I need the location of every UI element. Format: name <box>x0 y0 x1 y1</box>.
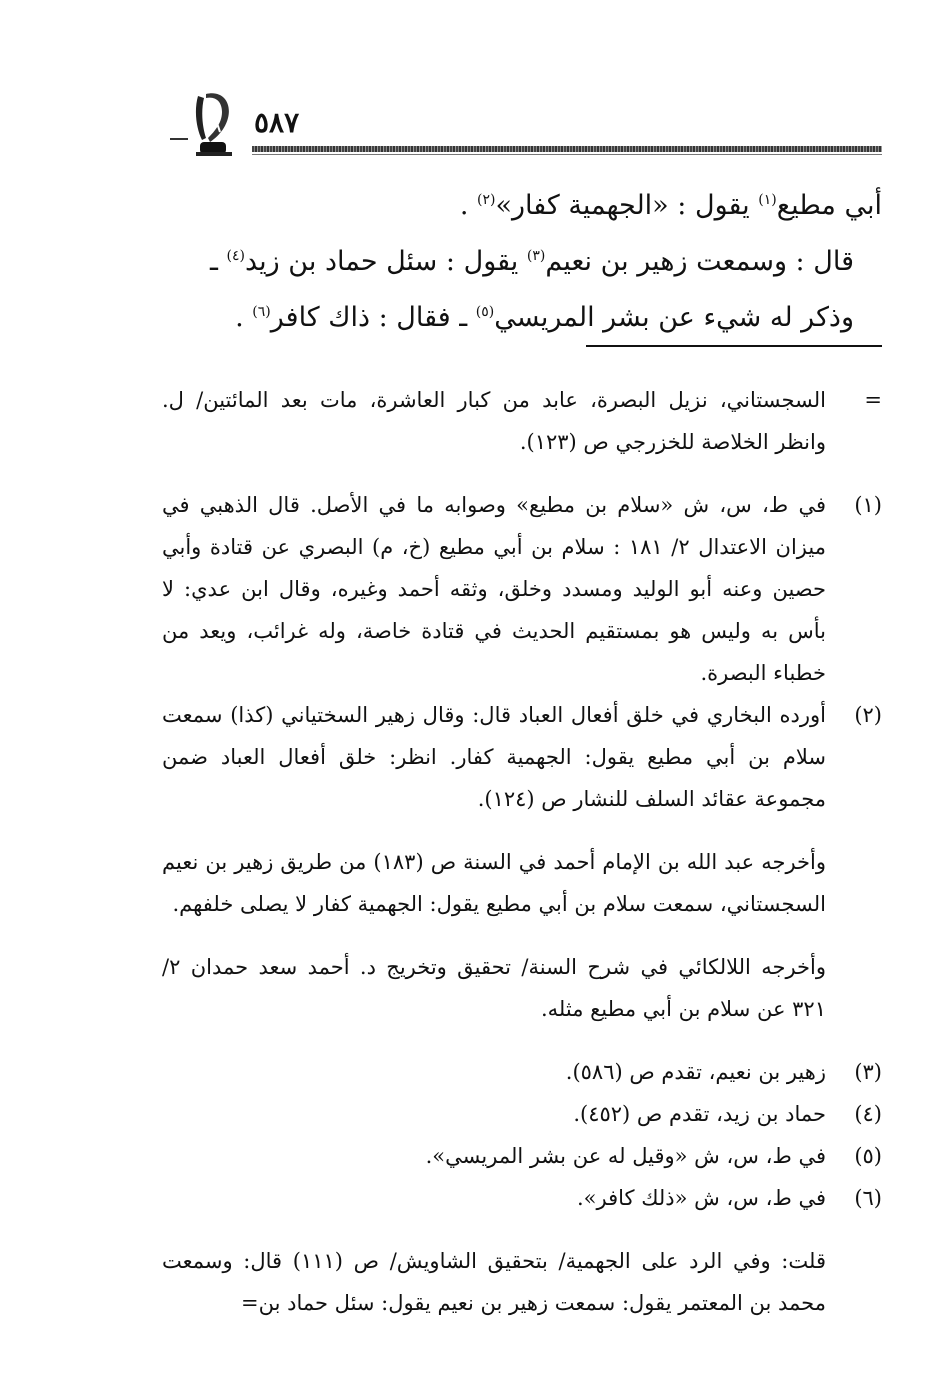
footnote-2-paragraph-2 <box>162 841 882 925</box>
footnote-number: (٤) <box>854 1102 882 1126</box>
main-text-segment: ـ فقال : ذاك كافر <box>270 302 476 333</box>
footnote-continuation <box>162 379 882 463</box>
main-text-segment: يقول : «الجهمية كفار» <box>495 190 759 221</box>
footnote-text: زهير بن نعيم، تقدم ص (٥٨٦). <box>565 1060 826 1084</box>
footnotes <box>162 358 882 1345</box>
footnote-ref: (٤) <box>226 248 245 264</box>
header-rule-left <box>170 138 188 140</box>
footnote-text: في ط، س، ش «وقيل له عن بشر المريسي». <box>425 1144 826 1168</box>
footnote-4 <box>162 1093 882 1135</box>
footnote-6 <box>162 1177 882 1219</box>
footnote-ref: (٥) <box>475 304 495 320</box>
footnote-2 <box>162 694 882 820</box>
closing-text <box>162 1240 826 1324</box>
main-paragraph-1 <box>162 178 882 234</box>
header-rule <box>252 146 882 152</box>
footnote-text: في ط، س، ش «ذلك كافر». <box>576 1186 826 1210</box>
footnote-text: أورده البخاري في خلق أفعال العباد قال: وقال زهير السختياني (كذا) سمعت سلام بن أبي مطيع يقول: الجهمية كفار. انظر: خلق أفعال العباد ضمن مجموعة عقائد السلف للنشار ص (١٢٤). <box>162 703 826 811</box>
footnote-separator <box>586 345 882 347</box>
footnote-3 <box>162 1051 882 1093</box>
header-rule-thin <box>252 154 882 155</box>
footnote-number: (٢) <box>854 703 882 727</box>
quill-inkwell-icon <box>192 88 236 158</box>
footnote-text: حماد بن زيد، تقدم ص (٤٥٢). <box>573 1102 826 1126</box>
footnote-number: (٥) <box>854 1144 882 1168</box>
main-text-segment: أبي مطيع <box>776 190 882 221</box>
continuation-marker: = <box>864 388 882 412</box>
main-paragraph-2 <box>162 234 882 346</box>
footnote-5 <box>162 1135 882 1177</box>
footnote-ref: (٢) <box>477 192 496 208</box>
main-text-segment: قال : وسمعت زهير بن نعيم <box>545 246 854 277</box>
main-text-segment: . <box>235 302 253 333</box>
main-text <box>162 178 882 346</box>
footnote-number: (٦) <box>854 1186 882 1210</box>
main-text-segment: . <box>459 190 477 221</box>
footnote-ref: (١) <box>758 192 777 208</box>
continuation-text: السجستاني، نزيل البصرة، عابد من كبار العاشرة، مات بعد المائتين/ ل. وانظر الخلاصة للخزرجي ص (١٢٣). <box>162 388 826 454</box>
main-text-segment: يقول : سئل حماد بن زيد <box>245 246 527 277</box>
footnote-2-paragraph-3 <box>162 946 882 1030</box>
closing-text-body: قلت: وفي الرد على الجهمية/ بتحقيق الشاويش/ ص (١١١) قال: وسمعت محمد بن المعتمر يقول: سمعت زهير بن نعيم يقول: سئل حماد بن <box>162 1249 826 1315</box>
footnote-1 <box>162 484 882 694</box>
footnote-ref: (٦) <box>252 304 271 320</box>
footnote-ref: (٣) <box>526 248 546 264</box>
footnote-text: في ط، س، ش «سلام بن مطيع» وصوابه ما في الأصل. قال الذهبي في ميزان الاعتدال ٢/ ١٨١ : سلام بن أبي مطيع (خ، م) البصري عن قتادة وأبي حصين وعنه أبو الوليد ومسدد وخلق، وثقه أحمد وغيره، وقال ابن عدي: لا بأس به وليس هو بمستقيم الحديث في قتادة خاصة، وله غرائب، ويعد من خطباء البصرة. <box>162 493 826 685</box>
main-text-segment: ـ وذكر له شيء عن بشر المريسي <box>210 246 854 333</box>
footnote-text: وأخرجه اللالكائي في شرح السنة/ تحقيق وتخريج د. أحمد سعد حمدان ٢/ ٣٢١ عن سلام بن أبي مطيع مثله. <box>162 955 826 1021</box>
page-header <box>170 88 882 168</box>
footnote-number: (١) <box>854 493 882 517</box>
continuation-marker: = <box>241 1291 259 1315</box>
page-number: ٥٨٧ <box>254 106 300 139</box>
closing-paragraph <box>162 1240 882 1324</box>
footnote-number: (٣) <box>854 1060 882 1084</box>
footnote-text: وأخرجه عبد الله بن الإمام أحمد في السنة ص (١٨٣) من طريق زهير بن نعيم السجستاني، سمعت سلام بن أبي مطيع يقول: الجهمية كفار لا يصلى خلفهم. <box>162 850 826 916</box>
